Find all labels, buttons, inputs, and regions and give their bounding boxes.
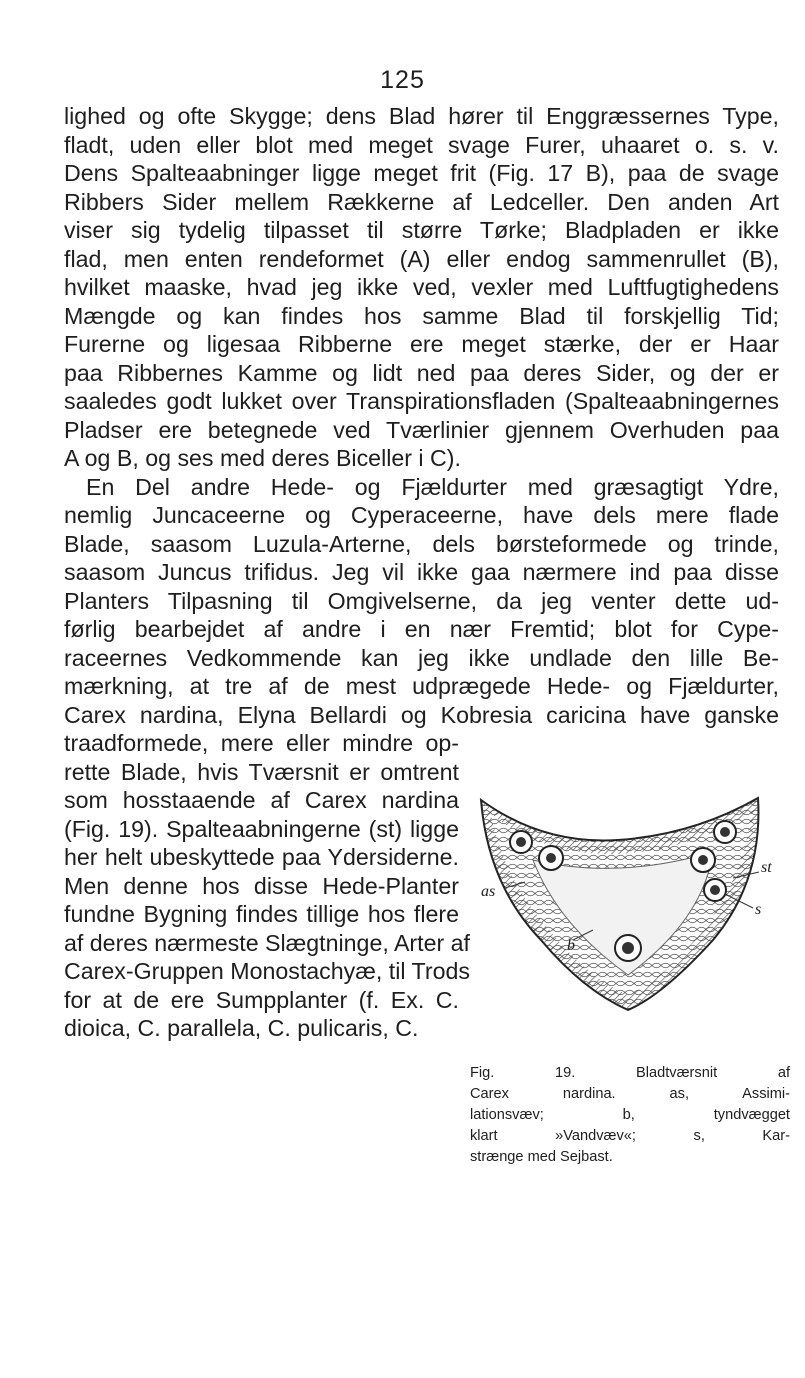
narrow-text: [64, 729, 470, 1043]
text-line: lighed og ofte Skygge; dens Blad hører til Enggræssernes Type,: [64, 103, 779, 129]
vascular-bundle-icon: [546, 853, 556, 863]
text-line: for at de ere Sumpplanter (f. Ex. C.: [64, 986, 459, 1013]
text-line: Blade, saasom Luzula-Arterne, dels børsteformede og trinde,: [64, 530, 779, 557]
text-line: traadformede, mere eller mindre op-: [64, 730, 459, 756]
text-line: her helt ubeskyttede paa Ydersiderne.: [64, 844, 459, 870]
text-line: En Del andre Hede- og Fjældurter med græsagtigt Ydre,: [86, 473, 779, 500]
text-line: Carex-Gruppen Monostachyæ, til Trods: [64, 958, 470, 984]
caption-line: strænge med Sejbast.: [470, 1149, 613, 1165]
text-line: Mængde og kan findes hos samme Blad til forskjellig Tid;: [64, 302, 779, 329]
vascular-bundle-icon: [698, 855, 708, 865]
text-line: dioica, C. parallela, C. pulicaris, C.: [64, 1015, 419, 1041]
caption-line: Carex nardina. as, Assimi-: [470, 1086, 790, 1102]
vascular-bundle-icon: [516, 837, 526, 847]
figure-caption: [470, 1063, 790, 1168]
text-line: paa Ribbernes Kamme og lidt ned paa deres Sider, og der er: [64, 359, 779, 386]
text-line: A og B, og ses med deres Biceller i C).: [64, 445, 461, 471]
caption-line: Fig. 19. Bladtværsnit af: [470, 1065, 790, 1081]
text-line: flad, men enten rendeformet (A) eller endog sammenrullet (B),: [64, 245, 779, 272]
page-number: 125: [380, 66, 425, 94]
caption-line: lationsvæv; b, tyndvægget: [470, 1107, 790, 1123]
label-as: as: [481, 883, 496, 900]
text-line: fundne Bygning findes tillige hos flere: [64, 901, 459, 927]
caption-line: klart »Vandvæv«; s, Kar-: [470, 1128, 790, 1144]
vascular-bundle-icon: [710, 885, 720, 895]
text-line: hvilket maaske, hvad jeg ikke ved, vexler med Luftfugtighedens: [64, 274, 779, 300]
text-line: Pladser ere betegnede ved Tværlinier gjennem Overhuden paa: [64, 416, 779, 443]
text-line: nemlig Juncaceerne og Cyperaceerne, have dels mere flade: [64, 502, 779, 528]
vascular-bundle-icon: [622, 942, 634, 954]
text-line: viser sig tydelig tilpasset til større Tørke; Bladpladen er ikke: [64, 217, 779, 243]
text-line: raceernes Vedkommende kan jeg ikke undlade den lille Be-: [64, 644, 779, 671]
text-line: Dens Spalteaabninger ligge meget frit (Fig. 17 B), paa de svage: [64, 160, 779, 186]
text-line: (Fig. 19). Spalteaabningerne (st) ligge: [64, 815, 459, 842]
vascular-bundle-icon: [720, 827, 730, 837]
text-line: saasom Juncus trifidus. Jeg vil ikke gaa nærmere ind paa disse: [64, 559, 779, 585]
text-line: rette Blade, hvis Tværsnit er omtrent: [64, 758, 459, 785]
text-line: fladt, uden eller blot med meget svage Furer, uhaaret o. s. v.: [64, 131, 779, 158]
text-line: førlig bearbejdet af andre i en nær Fremtid; blot for Cype-: [64, 616, 779, 642]
label-s: s: [755, 901, 762, 918]
text-line: Planters Tilpasning til Omgivelserne, da jeg venter dette ud-: [64, 587, 779, 614]
main-text: [64, 102, 779, 729]
label-st: st: [761, 859, 772, 876]
text-line: Carex nardina, Elyna Bellardi og Kobresia caricina have ganske: [64, 701, 779, 728]
leaf-cross-section-figure: [463, 790, 793, 1050]
text-line: Furerne og ligesaa Ribberne ere meget stærke, der er Haar: [64, 331, 779, 357]
text-line: mærkning, at tre af de mest udprægede Hede- og Fjældurter,: [64, 673, 779, 699]
text-line: af deres nærmeste Slægtninge, Arter af: [64, 929, 470, 956]
text-line: saaledes godt lukket over Transpirationsfladen (Spalteaabningernes: [64, 388, 779, 414]
text-line: Men denne hos disse Hede-Planter: [64, 872, 459, 899]
text-line: som hosstaaende af Carex nardina: [64, 787, 459, 813]
label-b: b: [567, 937, 575, 954]
text-line: Ribbers Sider mellem Rækkerne af Ledceller. Den anden Art: [64, 188, 779, 215]
